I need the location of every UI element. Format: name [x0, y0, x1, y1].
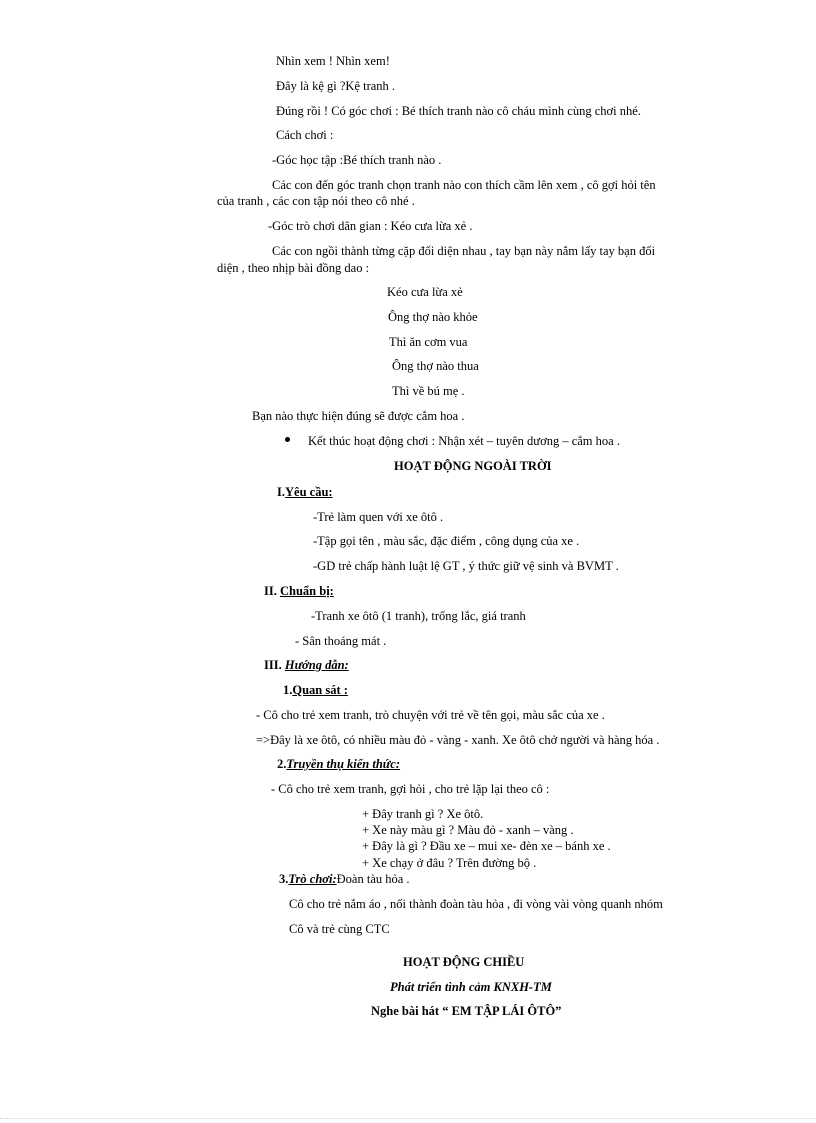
- section-1-heading: [277, 484, 333, 500]
- subtitle: Phát triển tình cảm KNXH-TM: [390, 980, 552, 994]
- bullet-icon: [285, 437, 290, 442]
- subsection-number: 1.: [283, 683, 293, 697]
- subsection-title: Quan sát :: [292, 683, 348, 697]
- poem-line: Thì về bú mẹ .: [392, 384, 465, 398]
- poem-line: Kéo cưa lừa xẻ: [387, 285, 463, 299]
- text-line: Các con ngồi thành từng cặp đối diện nhau , tay bạn này nắm lấy tay bạn đối: [272, 244, 656, 258]
- page-bottom-rule: [0, 1118, 816, 1119]
- subsection-title: Trò chơi:: [288, 872, 337, 886]
- text-line: Bạn nào thực hiện đúng sẽ được cắm hoa .: [252, 409, 465, 423]
- subsection-3-heading: [279, 871, 410, 887]
- section-2-heading: [264, 583, 334, 599]
- section-number: III.: [264, 658, 282, 672]
- text-line: Đây là kệ gì ?Kệ tranh .: [276, 79, 396, 93]
- question-line: + Đây là gì ? Đầu xe – mui xe- đèn xe – bánh xe .: [362, 839, 611, 853]
- poem-line: Ông thợ nào thua: [392, 359, 479, 373]
- section-heading: HOẠT ĐỘNG CHIỀU: [403, 955, 525, 969]
- text-line: diện , theo nhịp bài đồng dao :: [217, 261, 370, 275]
- text-line: -Góc học tập :Bé thích tranh nào .: [272, 153, 442, 167]
- subsection-2-heading: [277, 756, 400, 772]
- question-line: + Xe này màu gì ? Màu đỏ - xanh – vàng .: [362, 823, 574, 837]
- question-line: + Đây tranh gì ? Xe ôtô.: [362, 807, 484, 821]
- text-line: Nhìn xem ! Nhìn xem!: [276, 54, 390, 68]
- section-number: I.: [277, 485, 285, 499]
- section-title: Yêu cầu:: [285, 485, 333, 499]
- text-line: -GD trẻ chấp hành luật lệ GT , ý thức giữ vệ sinh và BVMT .: [313, 559, 619, 573]
- text-line: Cách chơi :: [276, 128, 334, 142]
- text-line: -Góc trò chơi dân gian : Kéo cưa lừa xẻ .: [268, 219, 473, 233]
- question-line: + Xe chạy ở đâu ? Trên đường bộ .: [362, 856, 537, 870]
- subsection-number: 2.: [277, 757, 287, 771]
- poem-line: Thì ăn cơm vua: [389, 335, 468, 349]
- text-line: của tranh , các con tập nói theo cô nhé .: [217, 194, 415, 208]
- section-title: Hướng dẫn:: [284, 658, 349, 672]
- text-line: - Cô cho trẻ xem tranh, gợi hỏi , cho trẻ lặp lại theo cô :: [271, 782, 550, 796]
- section-title: Chuẩn bị:: [279, 584, 334, 598]
- text-line: =>Đây là xe ôtô, có nhiều màu đỏ - vàng - xanh. Xe ôtô chở người và hàng hóa .: [256, 733, 660, 747]
- section-3-heading: [264, 657, 349, 673]
- poem-line: Ông thợ nào khỏe: [388, 310, 478, 324]
- subsection-text: Đoàn tàu hỏa .: [336, 872, 410, 886]
- text-line: Đúng rồi ! Có góc chơi : Bé thích tranh nào cô cháu mình cùng chơi nhé.: [276, 104, 641, 118]
- text-line: -Tập gọi tên , màu sắc, đặc điểm , công dụng của xe .: [313, 534, 580, 548]
- text-line: Cô cho trẻ nắm áo , nối thành đoàn tàu hỏa , đi vòng vài vòng quanh nhóm: [289, 897, 663, 911]
- subsection-1-heading: [283, 682, 348, 698]
- text-line: - Sân thoáng mát .: [295, 634, 387, 648]
- text-line: - Cô cho trẻ xem tranh, trò chuyện với trẻ về tên gọi, màu sắc của xe .: [256, 708, 605, 722]
- section-heading: HOẠT ĐỘNG NGOÀI TRỜI: [394, 459, 552, 473]
- bullet-text: Kết thúc hoạt động chơi : Nhận xét – tuyên dương – cắm hoa .: [308, 434, 620, 448]
- section-number: II.: [264, 584, 277, 598]
- song-title: Nghe bài hát “ EM TẬP LÁI ÔTÔ”: [371, 1004, 562, 1018]
- text-line: -Trẻ làm quen với xe ôtô .: [313, 510, 444, 524]
- text-line: -Tranh xe ôtô (1 tranh), trống lắc, giá tranh: [311, 609, 526, 623]
- text-line: Các con đến góc tranh chọn tranh nào con thích cầm lên xem , cô gợi hỏi tên: [272, 178, 656, 192]
- subsection-number: 3.: [279, 872, 289, 886]
- text-line: Cô và trẻ cùng CTC: [289, 922, 390, 936]
- subsection-title: Truyền thụ kiến thức:: [286, 757, 401, 771]
